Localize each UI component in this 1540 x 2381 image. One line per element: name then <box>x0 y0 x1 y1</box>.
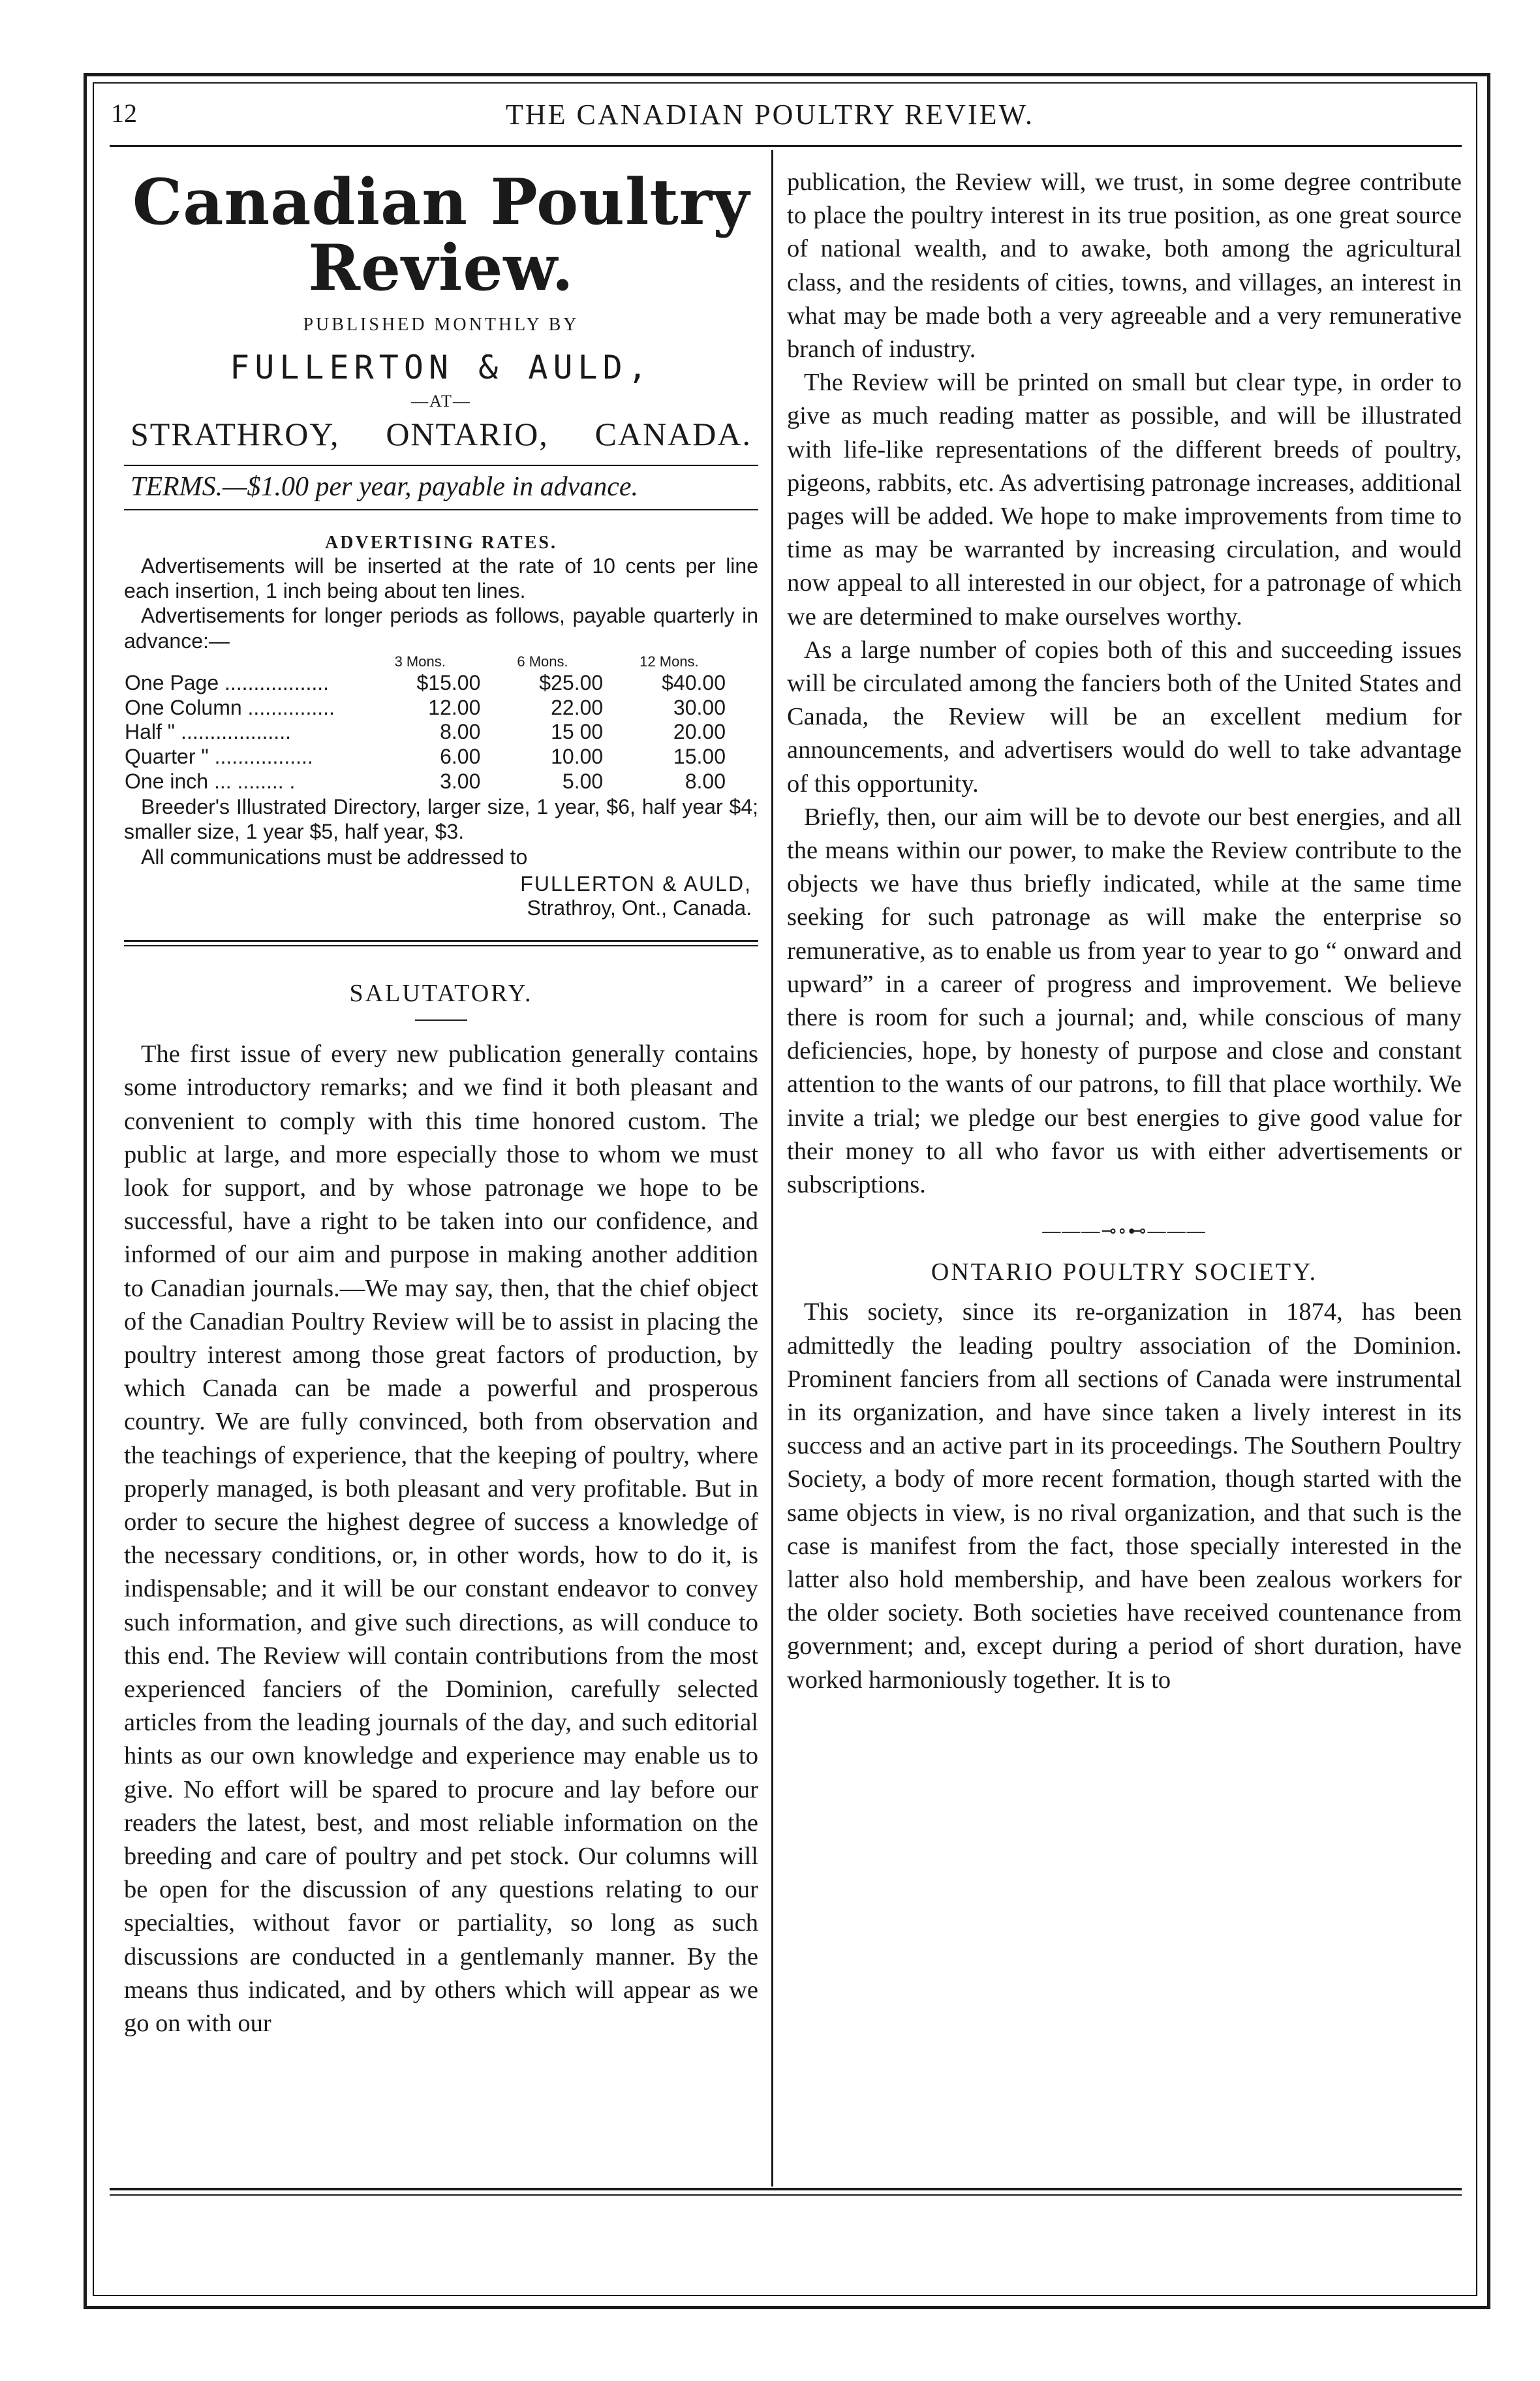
place-city: STRATHROY, <box>131 415 340 452</box>
published-by: PUBLISHED MONTHLY BY <box>303 314 579 335</box>
rate-value: 12.00 <box>428 695 481 719</box>
table-row <box>124 745 758 770</box>
masthead-title: Canadian Poultry Review. <box>132 165 750 305</box>
right-column <box>787 166 1462 1697</box>
at-line: —AT— <box>411 391 471 411</box>
directory-rates: Breeder's Illustrated Directory, larger size, 1 year, $6, half year $4; smaller size, 1 year $5, half year, $3. <box>124 794 758 844</box>
rate-value: 6.00 <box>440 745 481 769</box>
rate-value: 5.00 <box>562 770 604 794</box>
running-title: THE CANADIAN POULTRY REVIEW. <box>506 99 1034 131</box>
short-rule <box>415 1019 467 1021</box>
footer-rule <box>110 2188 1462 2190</box>
rate-label: One Column ............... <box>125 695 335 719</box>
rate-value: 20.00 <box>673 720 726 744</box>
section-double-rule <box>124 940 758 946</box>
rate-label: Quarter " ................. <box>125 745 313 769</box>
col-3-mons: 3 Mons. <box>394 653 446 670</box>
rate-label: One inch ... ........ . <box>125 770 296 794</box>
rate-value: 15.00 <box>673 745 726 769</box>
left-column <box>124 157 758 2040</box>
society-heading: ONTARIO POULTRY SOCIETY. <box>931 1258 1318 1286</box>
salutatory-heading: SALUTATORY. <box>349 980 533 1008</box>
rate-label: Half " ................... <box>125 720 291 744</box>
rate-value: 30.00 <box>673 695 726 719</box>
rates-header-row <box>124 653 758 671</box>
table-row <box>124 770 758 794</box>
society-text: This society, since its re-organization in 1874, has been admittedly the leading poultry association of the Dominion. Prominent fanciers from all sections of Canada were instrumental in its organization, and have since taken a lively interest in its success and an active part in its proceedings. The Southern Poultry Society, a body of more recent formation, though started with the same objects in view, is no rival organization, and that such is the case is manifest from the fact, those specially interested in the latter also hold membership, and have been zealous workers for the older society. Both societies have received countenance from government; and, except during a period of short duration, have worked harmoniously together. It is to <box>787 1298 1462 1694</box>
signature-name: FULLERTON & AULD, <box>520 872 752 896</box>
salutatory-continued: publication, the Review will, we trust, in some degree contribute to place the poultry interest in its true position, as one great source of national wealth, and to awake, both among the agricultural class, and the residents of cities, towns, and villages, an interest in what may be made both a very agreeable and a very remunerative branch of industry. <box>787 168 1462 364</box>
rate-value: 8.00 <box>440 720 481 744</box>
salutatory-paragraph: Briefly, then, our aim will be to devote our best energies, and all the means within our power, to make the Review contribute to the objects we have thus briefly indicated, while at the same time seeking for such patronage as will make the enterprise so remunerative, as to enable us from year to year to go “ onward and upward” in a career of progress and improvement. We believe there is room for such a journal; and, while conscious of many deficiencies, hope, by honesty of purpose and close and constant attention to the wants of our patrons, to fill that place worthily. We invite a trial; we pledge our best energies to give good value for their money to all who favor us with either advertisements or subscriptions. <box>787 803 1462 1199</box>
publisher-name: FULLERTON & AULD, <box>230 348 653 386</box>
salutatory-paragraph: As a large number of copies both of this and succeeding issues will be circulated among the fanciers both of the United States and Canada, the Review will be an excellent medium for announcements, and advertisers would do well to take advantage of this opportunity. <box>787 636 1462 798</box>
terms-line: TERMS.—$1.00 per year, payable in advance. <box>124 465 758 510</box>
advertising-periods: Advertisements for longer periods as follows, payable quarterly in advance:— <box>124 604 758 653</box>
rate-value: 22.00 <box>551 695 604 719</box>
column-divider <box>771 150 773 2186</box>
rate-value: $25.00 <box>539 670 604 694</box>
advertising-intro: Advertisements will be inserted at the rate of 10 cents per line each insertion, 1 inch being about ten lines. <box>124 553 758 602</box>
place-line <box>124 415 758 453</box>
rate-value: 8.00 <box>685 770 726 794</box>
salutatory-paragraph: The Review will be printed on small but clear type, in order to give as much reading matter as possible, and will be illustrated with life-like representations of the different breeds of poultry, pigeons, rabbits, etc. As advertising patronage increases, additional pages will be added. We hope to make improvements from time to time as may be warranted by increasing circulation, and would now appeal to all interested in our object, for a patronage of which we are determined to make ourselves worthy. <box>787 369 1462 630</box>
col-12-mons: 12 Mons. <box>639 653 699 670</box>
place-country: CANADA. <box>594 415 752 452</box>
footer-rule-thin <box>110 2194 1462 2196</box>
rate-value: $15.00 <box>416 670 481 694</box>
rate-value: 10.00 <box>551 745 604 769</box>
signature-place: Strathroy, Ont., Canada. <box>527 896 752 920</box>
address-line: All communications must be addressed to <box>141 845 528 869</box>
section-ornament: ———⊸∘⊷——— <box>1042 1221 1207 1242</box>
rate-value: 3.00 <box>440 770 481 794</box>
page-number: 12 <box>111 99 137 128</box>
table-row <box>124 720 758 745</box>
rate-value: $40.00 <box>662 670 726 694</box>
rate-value: 15 00 <box>551 720 604 744</box>
advertising-heading: ADVERTISING RATES. <box>325 532 557 553</box>
place-province: ONTARIO, <box>386 415 549 452</box>
table-row <box>124 696 758 721</box>
rate-label: One Page .................. <box>125 670 330 694</box>
table-row <box>124 671 758 696</box>
salutatory-text: The first issue of every new publication generally contains some introductory remarks; and we find it both pleasant and convenient to comply with this time honored custom. The public at large, and more especially those to whom we must look for support, and by whose patronage we hope to be successful, have a right to be taken into our confidence, and informed of our aim and purpose in making another addition to Canadian journals.—We may say, then, that the chief object of the Canadian Poultry Review will be to assist in placing the poultry interest among those great factors of production, by which Canada can be made a powerful and prosperous country. We are fully convinced, both from observation and the teachings of experience, that the keeping of poultry, where properly managed, is both pleasant and very profitable. But in order to secure the highest degree of success a knowledge of the necessary conditions, or, in other words, how to do it, is indispensable; and it will be our constant endeavor to convey such information, and give such directions, as will conduce to this end. The Review will contain contributions from the most experienced fanciers of the Dominion, carefully selected articles from the leading journals of the day, and such editorial hints as our own knowledge and experience may enable us to give. No effort will be spared to procure and lay before our readers the latest, best, and most reliable information on the breeding and care of poultry and pet stock. Our columns will be open for the discussion of any questions relating to our specialties, without favor or partiality, so long as such discussions are conducted in a gentlemanly manner. By the means thus indicated, and by others which will appear as we go on with our <box>124 1040 758 2037</box>
col-6-mons: 6 Mons. <box>517 653 568 670</box>
rates-table <box>124 653 758 794</box>
header-rule <box>110 145 1462 147</box>
